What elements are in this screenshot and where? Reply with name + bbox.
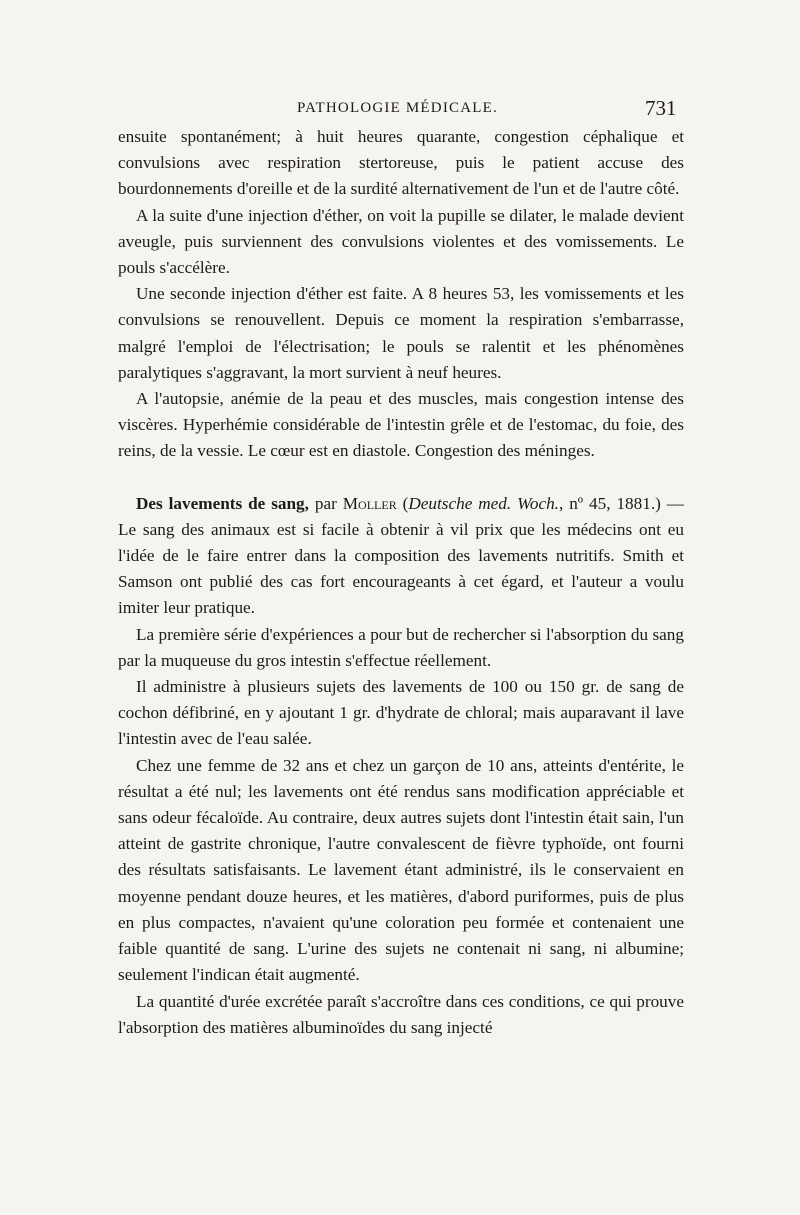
paragraph: A l'autopsie, anémie de la peau et des muscles, mais congestion intense des viscères. Hyperhémie considérable de l'intestin grêle et de l'estomac, du foie, des reins, de la vessie. Le cœur est en diastole. Congestion des méninges. (118, 389, 684, 461)
article-intro: — Le sang des animaux est si facile à obtenir à vil prix que les médecins ont eu l'idée de le faire entrer dans la composition des lavements nutritifs. Smith et Samson ont publié des cas fort encourageants à cet égard, et l'auteur a voulu imiter leur pratique. (118, 493, 684, 618)
page-number: 731 (645, 96, 677, 120)
paragraph: A la suite d'une injection d'éther, on voit la pupille se dilater, le malade devient aveugle, puis surviennent des convulsions violentes et des vomissements. Le pouls s'accélère. (118, 205, 684, 278)
paragraph: Chez une femme de 32 ans et chez un garçon de 10 ans, atteints d'entérite, le résultat a été nul; les lavements ont été rendus sans modification appréciable et sans odeur fécaloïde. Au contraire, deux autres sujets dont l'intestin était sain, l'un atteint de gastrite chronique, l'autre convalescent de fièvre typhoïde, ont fourni des résultats satisfaisants. Le lavement étant administré, ils le conservaient en moyenne pendant douze heures, et les matières, d'abord puriformes, puis de plus en plus compactes, n'avaient qu'une coloration peu formée et contenaient une faible quantité de sang. L'urine des sujets ne contenait ni sang, ni albumine; seulement l'indican était augmenté. (118, 755, 684, 985)
citation-open: ( (396, 493, 409, 513)
paragraph: La quantité d'urée excrétée paraît s'accroître dans ces conditions, ce qui prouve l'absorption des matières albuminoïdes du sang injecté (118, 991, 684, 1037)
article-by: par (308, 493, 343, 513)
paragraph: ensuite spontanément; à huit heures quarante, congestion céphalique et convulsions avec respiration stertoreuse, puis le patient accuse des bourdonnements d'oreille et de la surdité alternativement de l'un et de l'autre côté. (118, 127, 684, 199)
article-title: Des lavements de sang, (136, 493, 309, 513)
paragraph: Il administre à plusieurs sujets des lavements de 100 ou 150 gr. de sang de cochon défibriné, en y ajoutant 1 gr. d'hydrate de chloral; mais auparavant il lave l'intestin avec de l'eau salée. (118, 677, 684, 749)
page-body (118, 124, 684, 1041)
paragraph: Une seconde injection d'éther est faite. A 8 heures 53, les vomissements et les convulsions se renouvellent. Depuis ce moment la respiration s'embarrasse, malgré l'emploi de l'électrisation; le pouls se ralentit et les phénomènes paralytiques s'aggravant, la mort survient à neuf heures. (118, 284, 684, 382)
paragraph: La première série d'expériences a pour but de rechercher si l'absorption du sang par la muqueuse du gros intestin s'effectue réellement. (118, 624, 684, 670)
article-lead-paragraph (118, 491, 684, 622)
article-author: Moller (342, 493, 397, 513)
journal-name: Deutsche med. Woch. (408, 493, 559, 513)
running-head (0, 96, 800, 122)
citation-details: , nº 45, 1881.) (558, 493, 661, 513)
running-title: PATHOLOGIE MÉDICALE. (297, 100, 498, 116)
